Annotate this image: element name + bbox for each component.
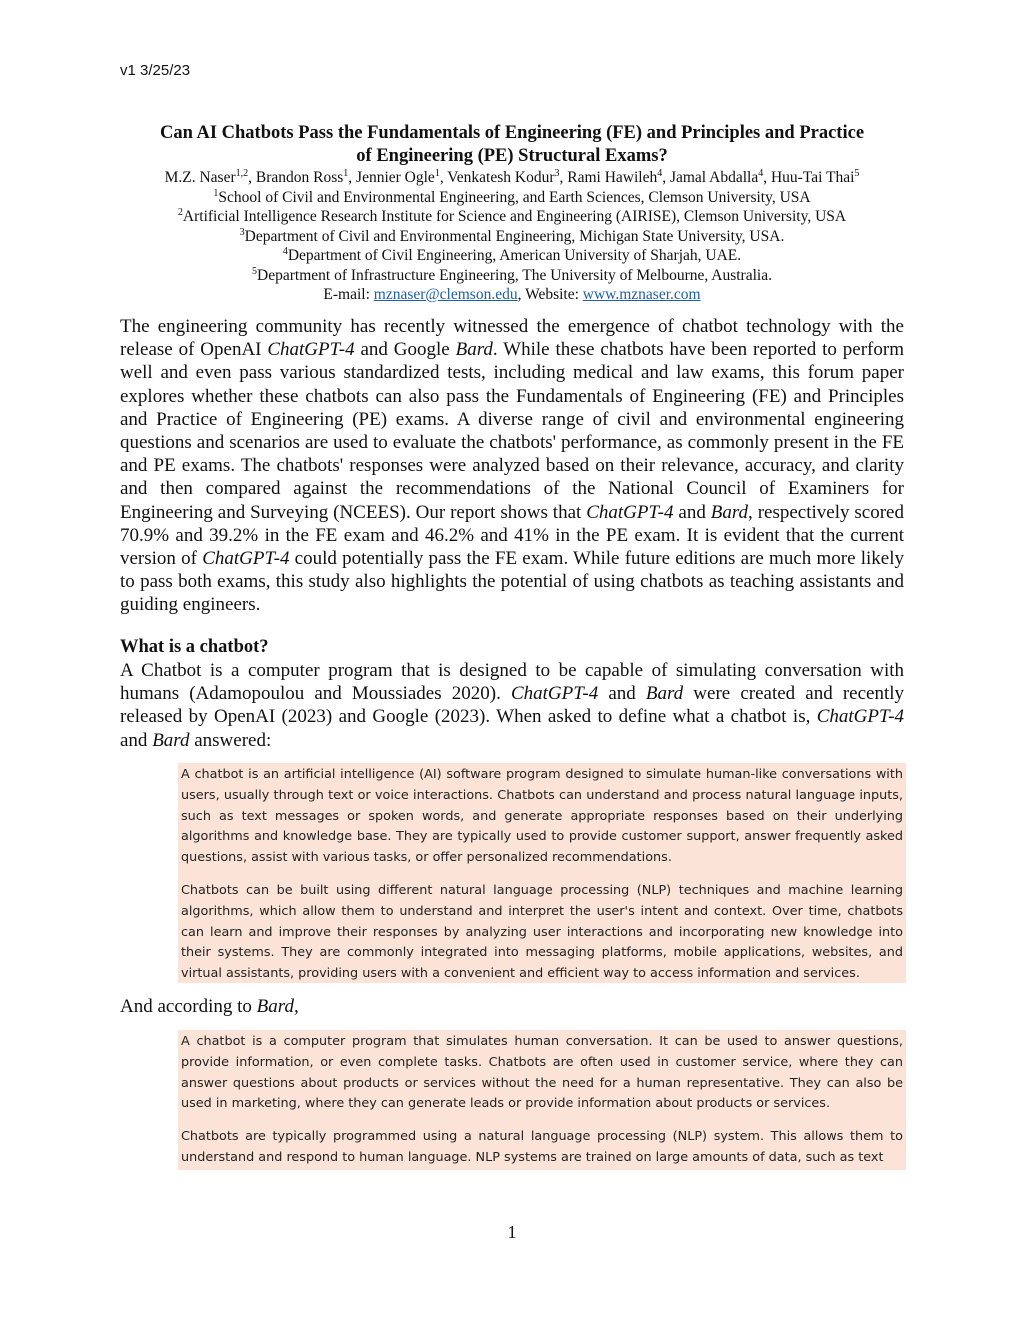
author-affil-sup: 4 — [657, 167, 663, 179]
page-number: 1 — [507, 1222, 517, 1242]
section-text: and — [598, 683, 646, 705]
abstract-text: could potentially pass the FE exam. While future editions are much more likely to pass both exams, this study also highlights the potential of using chatbots as teaching assistants and guiding engineers. — [120, 548, 904, 616]
affiliation-text: Department of Civil and Environmental Engineering, Michigan State University, USA. — [244, 227, 785, 245]
bard-intro-text: And according to — [120, 996, 257, 1017]
abstract-text: and Google — [354, 339, 456, 361]
affiliation-sup: 4 — [282, 245, 288, 257]
affiliation-sup: 1 — [213, 187, 219, 199]
quote-paragraph: Chatbots are typically programmed using a natural language processing (NLP) system. This allows them to understand and respond to human language. NLP systems are trained on large amounts of data, such as text — [181, 1129, 903, 1165]
affiliation — [120, 266, 904, 286]
title-line-1: Can AI Chatbots Pass the Fundamentals of Engineering (FE) and Principles and Practice — [159, 123, 865, 143]
abstract-chatgpt: ChatGPT-4 — [267, 339, 355, 361]
section-bard: Bard — [645, 683, 684, 705]
author-affil-sup: 3 — [554, 167, 560, 179]
contact-line — [120, 285, 904, 305]
section-text: were created and recently released by OpenAI (2023) and Google (2023). When asked to define what a chatbot is, — [120, 683, 905, 728]
section-text: and — [120, 729, 153, 751]
author-name: Brandon Ross — [255, 169, 344, 186]
author-name: Jennier Ogle — [356, 169, 435, 186]
abstract-text: , respectively scored 70.9% and 39.2% in the FE exam and 46.2% and 41% in the PE exam. It is evident that the current version of — [120, 501, 904, 570]
abstract-bard: Bard — [710, 501, 749, 523]
section-bard: Bard — [152, 729, 190, 751]
bard-intro-name: Bard, — [256, 996, 299, 1017]
website-label: , Website: — [517, 286, 583, 303]
author-affil-sup: 4 — [758, 167, 764, 179]
quote-paragraph: Chatbots can be built using different natural language processing (NLP) techniques and machine learning algorithms, which allow them to understand and interpret the user's intent and context. Over time, chatbots can learn and improve their responses by analyzing user interactions and incorporating new knowledge into their systems. They are commonly integrated into messaging platforms, mobile applications, websites, and virtual assistants, providing users with a convenient and efficient way to access information and services. — [181, 882, 903, 982]
website-link[interactable]: www.mznaser.com — [582, 286, 701, 303]
author-affil-sup: 5 — [854, 167, 860, 179]
affiliation — [120, 207, 904, 227]
affiliation-text: Artificial Intelligence Research Institute for Science and Engineering (AIRISE), Clemson University, USA — [182, 208, 847, 225]
affiliation-text: School of Civil and Environmental Engineering, and Earth Sciences, Clemson University, USA — [218, 188, 811, 206]
section-chatgpt: ChatGPT-4 — [510, 683, 599, 705]
quote-paragraph: A chatbot is a computer program that simulates human conversation. It can be used to answer questions, provide information, or even complete tasks. Chatbots are often used in customer service, where they can answer questions about products or services without the need for a human representative. They can also be used in marketing, where they can generate leads or provide information about products or services. — [181, 1034, 903, 1112]
affiliation-text: Department of Infrastructure Engineering, The University of Melbourne, Australia. — [257, 266, 772, 284]
abstract-chatgpt: ChatGPT-4 — [586, 501, 674, 523]
author-name: Huu-Tai Thai — [770, 169, 855, 186]
section-heading: What is a chatbot? — [120, 637, 269, 657]
title-line-2: of Engineering (PE) Structural Exams? — [356, 146, 668, 166]
email-link[interactable]: mznaser@clemson.edu — [373, 286, 518, 303]
paper-title — [120, 122, 904, 168]
affiliation-sup: 5 — [252, 265, 258, 277]
author-name: Venkatesh Kodur — [447, 169, 555, 186]
chatgpt-response-quote — [178, 763, 906, 983]
section-what-is-chatbot — [120, 636, 904, 752]
affiliation — [120, 227, 904, 247]
paper-header — [120, 122, 904, 305]
abstract-text: and — [673, 501, 711, 523]
author-list: M.Z. Naser$^{1,2}$, Brandon Ross$^1$, Jennier Ogle$^1$, Venkatesh Kodur$^3$, Rami Hawileh$^4$, Jamal Abdalla$^4$, Huu-Tai Thai$^5$ — [164, 167, 860, 186]
section-text: answered: — [189, 729, 272, 751]
abstract-text: . While these chatbots have been reported to perform well and even pass various standardized tests, including medical and law exams, this forum paper explores whether these chatbots can also pass the Fundamentals of Engineering (FE) and Principles and Practice of Engineering (PE) exams. A diverse range of civil and environmental engineering questions and scenarios are used to evaluate the chatbots' performance, as commonly present in the FE and PE exams. The chatbots' responses were analyzed based on their relevance, accuracy, and clarity and then compared against the recommendations of the National Council of Examiners for Engineering and Surveying (NCEES). Our report shows that — [120, 339, 904, 523]
affiliation-sup: 3 — [239, 226, 245, 238]
abstract-chatgpt: ChatGPT-4 — [202, 548, 290, 570]
author-name: M.Z. Naser — [164, 169, 236, 186]
email-label: E-mail: — [323, 286, 374, 303]
affiliation-text: Department of Civil Engineering, American University of Sharjah, UAE. — [287, 247, 742, 264]
bard-response-quote — [178, 1030, 906, 1170]
author-name: Jamal Abdalla — [669, 169, 759, 186]
abstract-bard: Bard — [455, 339, 493, 361]
quote-paragraph: A chatbot is an artificial intelligence (AI) software program designed to simulate human-like conversations with users, usually through text or voice interactions. Chatbots can understand and process natural language inputs, such as text messages or spoken words, and generate appropriate responses based on their underlying algorithms and knowledge base. They are typically used to provide customer support, answer frequently asked questions, assist with various tasks, or offer personalized recommendations. — [181, 767, 903, 866]
author-affil-sup: 1 — [343, 167, 349, 179]
author-affil-sup: 1 — [434, 167, 440, 179]
author-name: Rami Hawileh — [567, 169, 658, 186]
affiliation — [120, 246, 904, 266]
abstract-text: The engineering community has recently witnessed the emergence of chatbot technology with the release of OpenAI — [120, 316, 904, 361]
version-label: v1 3/25/23 — [120, 62, 191, 79]
affiliation — [120, 188, 904, 208]
section-chatgpt: ChatGPT-4 — [816, 706, 904, 728]
section-paragraph — [120, 659, 904, 752]
affiliation-sup: 2 — [177, 206, 183, 218]
section-text: A Chatbot is a computer program that is designed to be capable of simulating conversation with humans (Adamopoulou and Moussiades 2020). — [120, 660, 904, 705]
bard-intro-line — [120, 995, 904, 1018]
author-affil-sup: 1,2 — [235, 167, 249, 179]
abstract-paragraph — [120, 315, 904, 617]
